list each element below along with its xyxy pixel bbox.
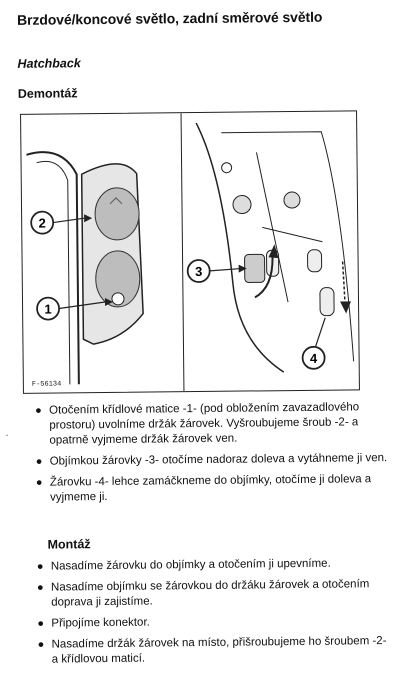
- margin-mark: ·: [5, 430, 9, 442]
- bullet-icon: ●: [37, 617, 45, 630]
- list-item: [36, 451, 388, 470]
- lamp-drawing: [21, 111, 359, 392]
- install-heading: Montáž: [47, 537, 91, 552]
- list-item: [37, 613, 389, 632]
- list-item: [37, 556, 389, 575]
- bullet-icon: ●: [35, 476, 43, 489]
- callout-3: 3: [195, 263, 203, 280]
- step-text: Žárovku -4- lehce zamáčkneme do objímky, otočíme ji doleva a vyjmeme ji.: [49, 473, 372, 504]
- step-text: Nasadíme objímku se žárovkou do držáku žárovek a otočením doprava ji zajistíme.: [50, 578, 370, 609]
- bullet-icon: ●: [35, 455, 43, 468]
- step-text: Nasadíme držák žárovek na místo, přišroubujeme ho šroubem -2- a křídlovou maticí.: [51, 635, 387, 666]
- removal-steps: [35, 400, 388, 512]
- step-text: Připojíme konektor.: [51, 616, 150, 630]
- step-text: Objímkou žárovky -3- otočíme nadoraz doleva a vytáhneme ji ven.: [49, 452, 388, 468]
- bullet-icon: ●: [36, 581, 44, 594]
- list-item: [35, 400, 387, 449]
- list-item: [36, 472, 388, 506]
- list-item: [37, 577, 389, 611]
- figure-code: F-56134: [31, 380, 62, 389]
- callout-2: 2: [38, 215, 46, 231]
- callout-4: 4: [309, 350, 318, 366]
- bullet-icon: ●: [37, 638, 45, 651]
- step-text: Nasadíme žárovku do objímky a otočením ji upevníme.: [50, 557, 331, 573]
- page-title: Brzdové/koncové světlo, zadní směrové světlo: [16, 8, 323, 28]
- lamp-illustration: [20, 110, 360, 394]
- step-text: Otočením křídlové matice -1- (pod obložením zavazadlového prostoru) uvolníme držák žárovek. Vyšroubujeme šroub -2- a opatrně vyjmeme držák žárovek ven.: [49, 401, 360, 447]
- bullet-icon: ●: [35, 404, 42, 417]
- list-item: [38, 634, 390, 668]
- variant-label: Hatchback: [17, 56, 81, 71]
- callout-1: 1: [44, 301, 52, 317]
- removal-heading: Demontáž: [17, 86, 78, 101]
- bullet-icon: ●: [36, 560, 44, 573]
- install-steps: [37, 556, 390, 674]
